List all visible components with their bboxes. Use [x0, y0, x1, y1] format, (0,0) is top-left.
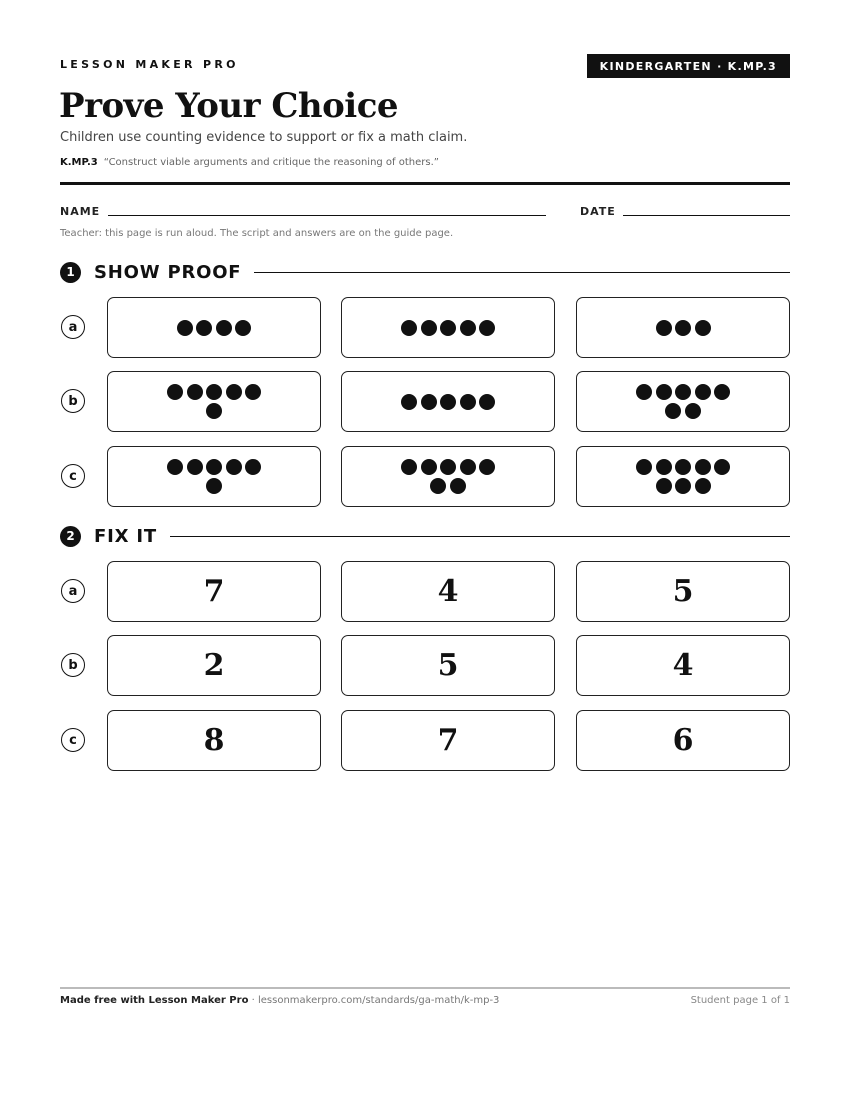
counting-dot: [206, 459, 222, 475]
dot-row: [656, 478, 711, 494]
numeral: 2: [203, 648, 225, 683]
counting-dot: [401, 320, 417, 336]
row-label-b: b: [61, 653, 85, 677]
dot-row: [401, 459, 495, 475]
dot-row: [167, 384, 261, 400]
dot-card[interactable]: [341, 446, 555, 507]
footer-divider: [60, 987, 790, 989]
counting-dot: [421, 459, 437, 475]
counting-dot: [450, 478, 466, 494]
standard-line: [60, 157, 439, 168]
numeral: 7: [437, 723, 459, 758]
counting-dot: [401, 459, 417, 475]
section-number-badge: 1: [60, 262, 81, 283]
counting-dot: [421, 320, 437, 336]
counting-dot: [479, 320, 495, 336]
dot-row: [401, 320, 495, 336]
counting-dot: [167, 459, 183, 475]
counting-dot: [206, 478, 222, 494]
counting-dot: [177, 320, 193, 336]
numeral: 6: [672, 723, 694, 758]
dot-row: [636, 384, 730, 400]
section-rule: [170, 536, 790, 537]
numeral: 5: [672, 574, 694, 609]
counting-dot: [421, 394, 437, 410]
counting-dot: [226, 384, 242, 400]
page-subtitle: Children use counting evidence to support or fix a math claim.: [60, 130, 468, 145]
row-label-a: a: [61, 579, 85, 603]
footer-made-with: Made free with Lesson Maker Pro: [60, 995, 249, 1006]
name-label: NAME: [60, 205, 101, 218]
counting-dot: [245, 384, 261, 400]
footer-url[interactable]: lessonmakerpro.com/standards/ga-math/k-mp-3: [257, 995, 500, 1006]
counting-dot: [430, 478, 446, 494]
counting-dot: [440, 320, 456, 336]
counting-dot: [401, 394, 417, 410]
dot-row: [665, 403, 701, 419]
date-field[interactable]: [623, 215, 790, 216]
counting-dot: [636, 459, 652, 475]
dot-row: [636, 459, 730, 475]
counting-dot: [695, 384, 711, 400]
footer-credit: [60, 995, 499, 1006]
section-header: [60, 260, 790, 284]
counting-dot: [479, 459, 495, 475]
numeral: 5: [437, 648, 459, 683]
dot-card[interactable]: [576, 446, 790, 507]
dot-row: [206, 478, 222, 494]
teacher-note: Teacher: this page is run aloud. The script and answers are on the guide page.: [60, 228, 454, 239]
numeral: 4: [672, 648, 694, 683]
counting-dot: [656, 478, 672, 494]
numeral-card[interactable]: [576, 710, 790, 771]
counting-dot: [460, 320, 476, 336]
row-label-a: a: [61, 315, 85, 339]
counting-dot: [636, 384, 652, 400]
counting-dot: [695, 320, 711, 336]
section-title: SHOW PROOF: [94, 261, 242, 283]
dot-card[interactable]: [576, 297, 790, 358]
page-title: Prove Your Choice: [59, 86, 399, 126]
numeral-card[interactable]: [341, 561, 555, 622]
counting-dot: [235, 320, 251, 336]
counting-dot: [675, 384, 691, 400]
dot-row: [177, 320, 252, 336]
footer-page-number: Student page 1 of 1: [690, 995, 790, 1006]
dot-row: [206, 403, 222, 419]
counting-dot: [440, 394, 456, 410]
numeral-card[interactable]: [576, 561, 790, 622]
dot-card[interactable]: [107, 446, 321, 507]
numeral-card[interactable]: [107, 561, 321, 622]
row-label-b: b: [61, 389, 85, 413]
dot-card[interactable]: [341, 371, 555, 432]
counting-dot: [685, 403, 701, 419]
counting-dot: [714, 459, 730, 475]
counting-dot: [206, 403, 222, 419]
counting-dot: [695, 459, 711, 475]
standard-code: K.MP.3: [60, 157, 98, 168]
dot-card[interactable]: [107, 297, 321, 358]
counting-dot: [656, 384, 672, 400]
counting-dot: [675, 320, 691, 336]
dot-row: [430, 478, 466, 494]
dot-row: [167, 459, 261, 475]
counting-dot: [460, 459, 476, 475]
row-label-c: c: [61, 728, 85, 752]
counting-dot: [187, 459, 203, 475]
section-rule: [254, 272, 790, 273]
dot-card[interactable]: [576, 371, 790, 432]
counting-dot: [479, 394, 495, 410]
dot-row: [401, 394, 495, 410]
counting-dot: [675, 459, 691, 475]
numeral-card[interactable]: [576, 635, 790, 696]
section-header: [60, 524, 790, 548]
date-label: DATE: [580, 205, 616, 218]
counting-dot: [187, 384, 203, 400]
counting-dot: [656, 459, 672, 475]
counting-dot: [460, 394, 476, 410]
standard-text: “Construct viable arguments and critique the reasoning of others.”: [103, 157, 439, 168]
dot-row: [656, 320, 711, 336]
counting-dot: [665, 403, 681, 419]
dot-card[interactable]: [341, 297, 555, 358]
name-field[interactable]: [108, 215, 546, 216]
counting-dot: [695, 478, 711, 494]
numeral: 7: [203, 574, 225, 609]
counting-dot: [216, 320, 232, 336]
numeral-card[interactable]: [107, 635, 321, 696]
section-title: FIX IT: [94, 525, 157, 547]
dot-card[interactable]: [107, 371, 321, 432]
numeral-card[interactable]: [341, 635, 555, 696]
header-divider: [60, 182, 790, 185]
counting-dot: [226, 459, 242, 475]
numeral: 4: [437, 574, 459, 609]
counting-dot: [675, 478, 691, 494]
counting-dot: [206, 384, 222, 400]
counting-dot: [245, 459, 261, 475]
numeral-card[interactable]: [107, 710, 321, 771]
footer-separator: ·: [248, 995, 258, 1006]
numeral-card[interactable]: [341, 710, 555, 771]
section-number-badge: 2: [60, 526, 81, 547]
counting-dot: [196, 320, 212, 336]
brand-name: LESSON MAKER PRO: [60, 58, 239, 71]
row-label-c: c: [61, 464, 85, 488]
grade-badge: KINDERGARTEN · K.MP.3: [587, 54, 790, 78]
counting-dot: [656, 320, 672, 336]
counting-dot: [440, 459, 456, 475]
counting-dot: [167, 384, 183, 400]
counting-dot: [714, 384, 730, 400]
numeral: 8: [203, 723, 225, 758]
